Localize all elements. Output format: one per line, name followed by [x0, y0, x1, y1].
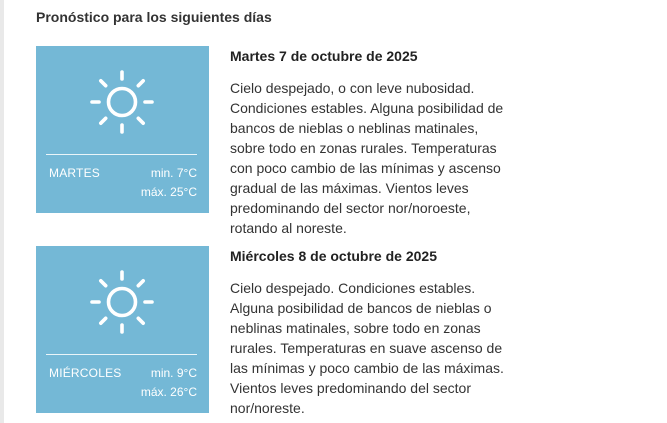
forecast-description: Cielo despejado, o con leve nubosidad. Condiciones estables. Alguna posibilidad de bancos de nieblas o neblinas matinales, sobre todo en zonas rurales. Temperaturas con poco cambio de las mínimas y ascenso gradual de las máximas. Vientos leves predominando del sector nor/noroeste, rotando al noreste.	[230, 80, 504, 236]
section-title: Pronóstico para los siguientes días	[36, 9, 272, 25]
max-temperature: máx. 26°C	[140, 385, 197, 399]
weather-card	[36, 46, 209, 213]
card-divider	[46, 354, 197, 355]
min-temperature: min. 9°C	[150, 366, 197, 380]
forecast-date-heading: Martes 7 de octubre de 2025	[230, 48, 418, 64]
forecast-date-heading: Miércoles 8 de octubre de 2025	[230, 248, 437, 264]
day-name: MARTES	[49, 166, 100, 180]
max-temperature: máx. 25°C	[140, 185, 197, 199]
sun-icon	[87, 267, 157, 337]
day-name: MIÉRCOLES	[49, 366, 122, 380]
min-temperature: min. 7°C	[150, 166, 197, 180]
sun-icon	[87, 67, 157, 137]
forecast-description: Cielo despejado. Condiciones estables. Alguna posibilidad de bancos de nieblas o neblinas matinales, sobre todo en zonas rurales. Temperaturas en suave ascenso de las mínimas y poco cambio de las máximas. Vientos leves predominando del sector nor/noreste.	[230, 280, 504, 416]
weather-card	[36, 246, 209, 413]
left-border	[0, 0, 4, 423]
card-divider	[46, 154, 197, 155]
